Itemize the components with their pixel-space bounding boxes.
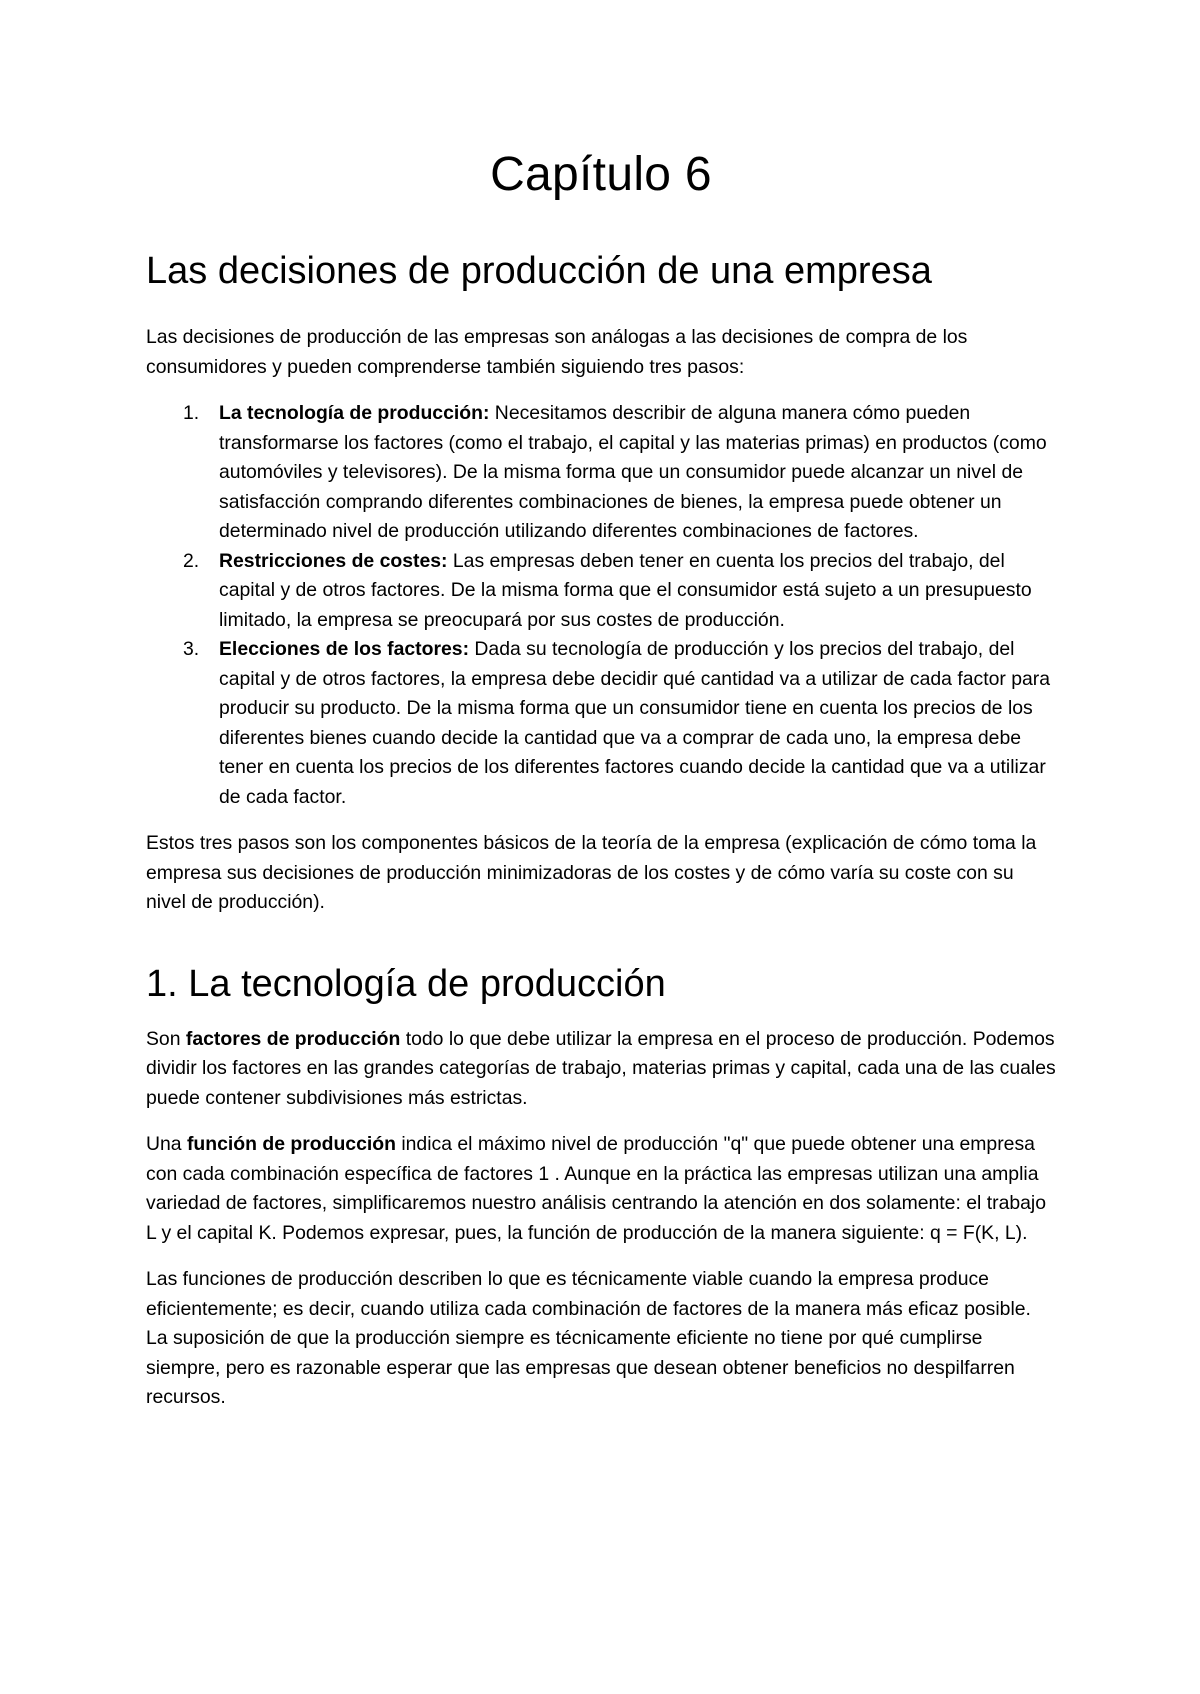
list-item bbox=[146, 635, 1056, 812]
list-item-term: Restricciones de costes: bbox=[219, 549, 448, 572]
chapter-title: Capítulo 6 bbox=[490, 148, 712, 201]
list-item-number: 2. bbox=[183, 549, 200, 572]
paragraph-text: todo lo que debe utilizar la empresa en el proceso de producción. Podemos dividir los factores en las grandes categorías de trabajo, materias primas y capital, cada una de las cuales puede contener subdivisiones más estrictas. bbox=[146, 1027, 1056, 1109]
factors-term: factores de producción bbox=[185, 1027, 401, 1050]
list-item-term: Elecciones de los factores: bbox=[219, 638, 470, 660]
production-function-term: función de producción bbox=[186, 1133, 396, 1155]
list-item-number: 1. bbox=[183, 402, 200, 424]
list-item-text: Las empresas deben tener en cuenta los precios del trabajo, del capital y de otros factores. De la misma forma que el consumidor está sujeto a un presupuesto limitado, la empresa se preocupará por sus costes de producción. bbox=[219, 549, 1032, 631]
steps-list bbox=[146, 399, 1056, 812]
paragraph-text: indica el máximo nivel de producción "q" que puede obtener una empresa con cada combinación específica de factores 1 . Aunque en la práctica las empresas utilizan una amplia variedad de factores, simplificaremos nuestro análisis centrando la atención en dos solamente: el trabajo L y el capital K. Podemos expresar, pues, la función de producción de la manera siguiente: q = F(K, L). bbox=[146, 1133, 1047, 1244]
factors-paragraph bbox=[146, 1025, 1056, 1114]
summary-paragraph: Estos tres pasos son los componentes básicos de la teoría de la empresa (explicación de cómo toma la empresa sus decisiones de producción minimizadoras de los costes y de cómo varía su coste con su nivel de producción). bbox=[146, 832, 1037, 913]
section-heading: Las decisiones de producción de una empresa bbox=[146, 250, 932, 292]
section1-heading: 1. La tecnología de producción bbox=[146, 962, 666, 1005]
list-item bbox=[146, 399, 1056, 547]
production-function-paragraph bbox=[146, 1130, 1056, 1248]
list-item-number: 3. bbox=[183, 638, 200, 660]
paragraph-text: Una bbox=[146, 1133, 187, 1155]
list-item-text: Dada su tecnología de producción y los precios del trabajo, del capital y de otros factores, la empresa debe decidir qué cantidad va a utilizar de cada factor para producir su producto. De la misma forma que un consumidor tiene en cuenta los precios de los diferentes bienes cuando decide la cantidad que va a comprar de cada uno, la empresa debe tener en cuenta los precios de los diferentes factores cuando decide la cantidad que va a utilizar de cada factor. bbox=[219, 638, 1051, 808]
paragraph-text: Son bbox=[146, 1027, 186, 1050]
efficiency-paragraph: Las funciones de producción describen lo que es técnicamente viable cuando la empresa produce eficientemente; es decir, cuando utiliza cada combinación de factores de la manera más eficaz posible. La suposición de que la producción siempre es técnicamente eficiente no tiene por qué cumplirse siempre, pero es razonable esperar que las empresas que desean obtener beneficios no despilfarren recursos. bbox=[146, 1268, 1031, 1408]
list-item-text: Necesitamos describir de alguna manera cómo pueden transformarse los factores (como el trabajo, el capital y las materias primas) en productos (como automóviles y televisores). De la misma forma que un consumidor puede alcanzar un nivel de satisfacción comprando diferentes combinaciones de bienes, la empresa puede obtener un determinado nivel de producción utilizando diferentes combinaciones de factores. bbox=[219, 402, 1047, 542]
list-item bbox=[146, 547, 1056, 636]
list-item-term: La tecnología de producción: bbox=[219, 402, 490, 424]
intro-paragraph: Las decisiones de producción de las empresas son análogas a las decisiones de compra de los consumidores y pueden comprenderse también siguiendo tres pasos: bbox=[146, 326, 968, 378]
